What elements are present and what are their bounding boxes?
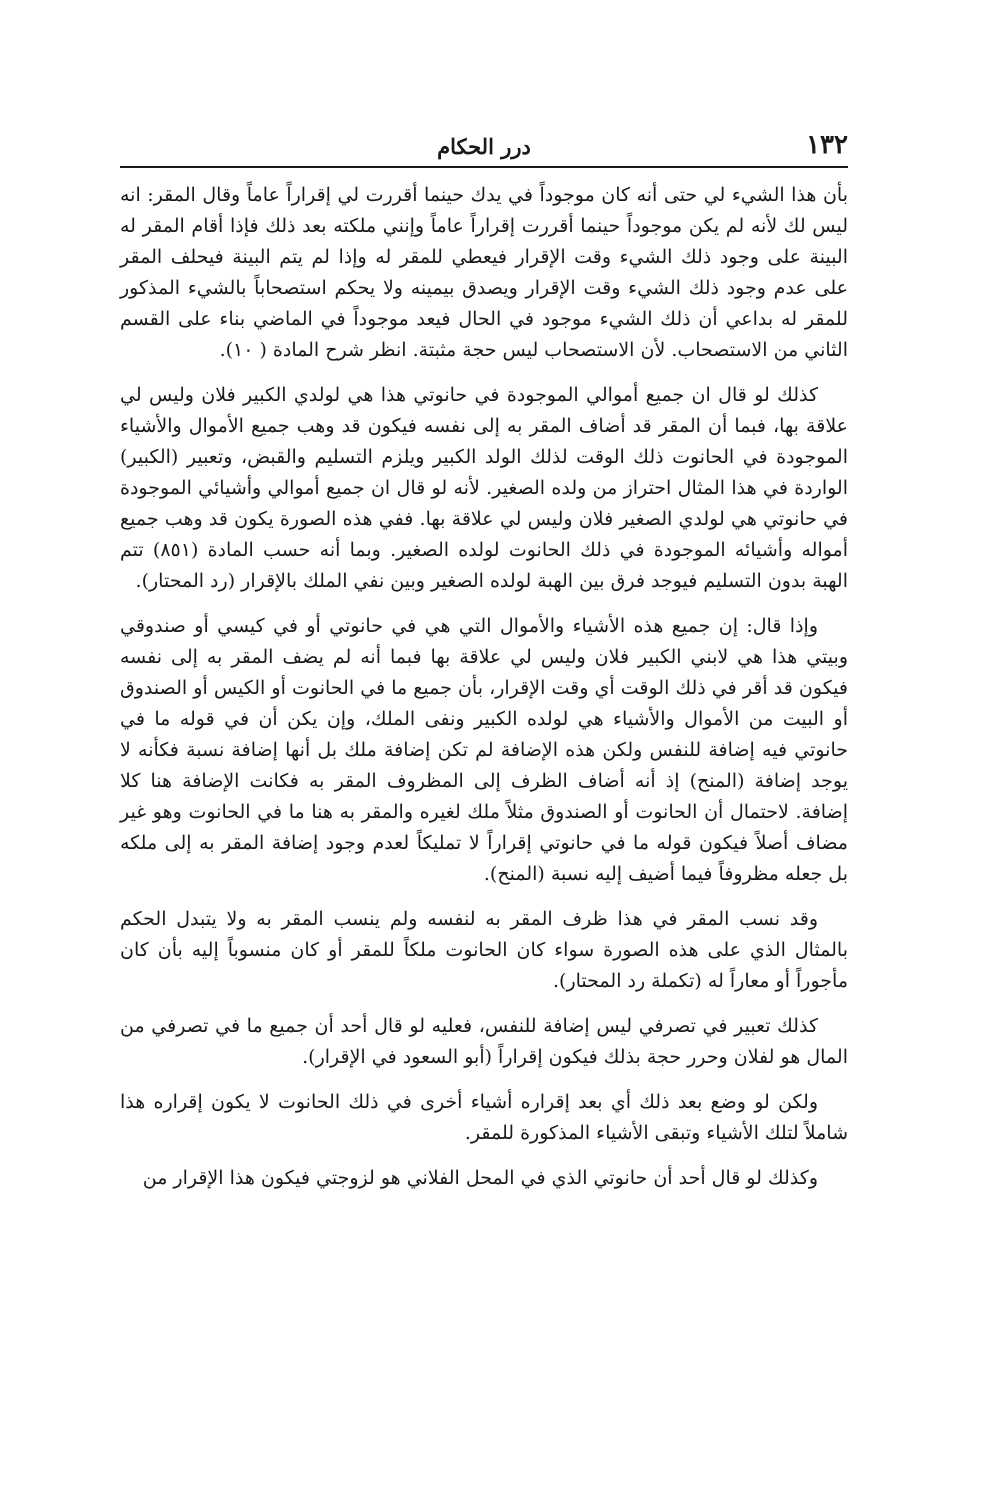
paragraph-7: وكذلك لو قال أحد أن حانوتي الذي في المحل الفلاني هو لزوجتي فيكون هذا الإقرار من bbox=[142, 1167, 818, 1189]
running-header bbox=[120, 128, 848, 164]
header-divider bbox=[120, 166, 848, 168]
paragraph-5: كذلك تعبير في تصرفي ليس إضافة للنفس، فعليه لو قال أحد أن جميع ما في تصرفي من المال هو لفلان وحرر حجة بذلك فيكون إقراراً (أبو السعود في الإقرار). bbox=[120, 1015, 848, 1068]
book-title: درر الحكام bbox=[437, 134, 531, 159]
page-number: ١٣٢ bbox=[806, 130, 848, 160]
paragraph-6: ولكن لو وضع بعد ذلك أي بعد إقراره أشياء أخرى في ذلك الحانوت لا يكون إقراره هذا شاملاً لتلك الأشياء وتبقى الأشياء المذكورة للمقر. bbox=[120, 1091, 848, 1144]
document-page bbox=[120, 128, 848, 1208]
paragraph-1: بأن هذا الشيء لي حتى أنه كان موجوداً في يدك حينما أقررت لي إقراراً عاماً وقال المقر: انه ليس لك لأنه لم يكن موجوداً حينما أقررت إقراراً عاماً وإنني ملكته بعد ذلك فإذا أقام المقر له البينة على وجود ذلك الشيء وقت الإقرار فيعطي للمقر له وإذا لم يتم البينة فيحلف المقر على عدم وجود ذلك الشيء وقت الإقرار ويصدق بيمينه ولا يحكم استصحاباً بالشيء المذكور للمقر له بداعي أن ذلك الشيء موجود في الحال فيعد موجوداً في الماضي بناء على القسم الثاني من الاستصحاب. لأن الاستصحاب ليس حجة مثبتة. انظر شرح المادة ( ١٠). bbox=[120, 184, 848, 361]
paragraph-2: كذلك لو قال ان جميع أموالي الموجودة في حانوتي هذا هي لولدي الكبير فلان وليس لي علاقة بها، فبما أن المقر قد أضاف المقر به إلى نفسه فيكون قد وهب جميع الأموال والأشياء الموجودة في الحانوت ذلك الوقت لذلك الولد الكبير ويلزم التسليم والقبض، وتعبير (الكبير) الواردة في هذا المثال احتراز من ولده الصغير. لأنه لو قال ان جميع أموالي وأشيائي الموجودة في حانوتي هي لولدي الصغير فلان وليس لي علاقة بها. ففي هذه الصورة يكون قد وهب جميع أمواله وأشيائه الموجودة في ذلك الحانوت لولده الصغير. وبما أنه حسب المادة (٨٥١) تتم الهبة بدون التسليم فيوجد فرق بين الهبة لولده الصغير وبين نفي الملك بالإقرار (رد المحتار). bbox=[120, 384, 848, 592]
paragraph-3: وإذا قال: إن جميع هذه الأشياء والأموال التي هي في حانوتي أو في كيسي أو صندوقي وبيتي هذا هي لابني الكبير فلان وليس لي علاقة بها فبما أنه لم يضف المقر به إلى نفسه فيكون قد أقر في ذلك الوقت أي وقت الإقرار، بأن جميع ما في الحانوت أو الكيس أو الصندوق أو البيت من الأموال والأشياء هي لولده الكبير ونفى الملك، وإن يكن أن في قوله ما في حانوتي فيه إضافة للنفس ولكن هذه الإضافة لم تكن إضافة ملك بل أنها إضافة نسبة فكأنه لا يوجد إضافة (المنح) إذ أنه أضاف الظرف إلى المظروف المقر به فكانت الإضافة هنا كلا إضافة. لاحتمال أن الحانوت أو الصندوق مثلاً ملك لغيره والمقر به هنا ما في الحانوت وهو غير مضاف أصلاً فيكون قوله ما في حانوتي إقراراً لا تمليكاً لعدم وجود إضافة المقر به إلى ملكه بل جعله مظروفاً فيما أضيف إليه نسبة (المنح). bbox=[120, 615, 848, 885]
body-text bbox=[120, 164, 848, 1194]
paragraph-4: وقد نسب المقر في هذا ظرف المقر به لنفسه ولم ينسب المقر به ولا يتبدل الحكم بالمثال الذي على هذه الصورة سواء كان الحانوت ملكاً للمقر أو كان منسوباً إليه بأن كان مأجوراً أو معاراً له (تكملة رد المحتار). bbox=[120, 908, 848, 992]
